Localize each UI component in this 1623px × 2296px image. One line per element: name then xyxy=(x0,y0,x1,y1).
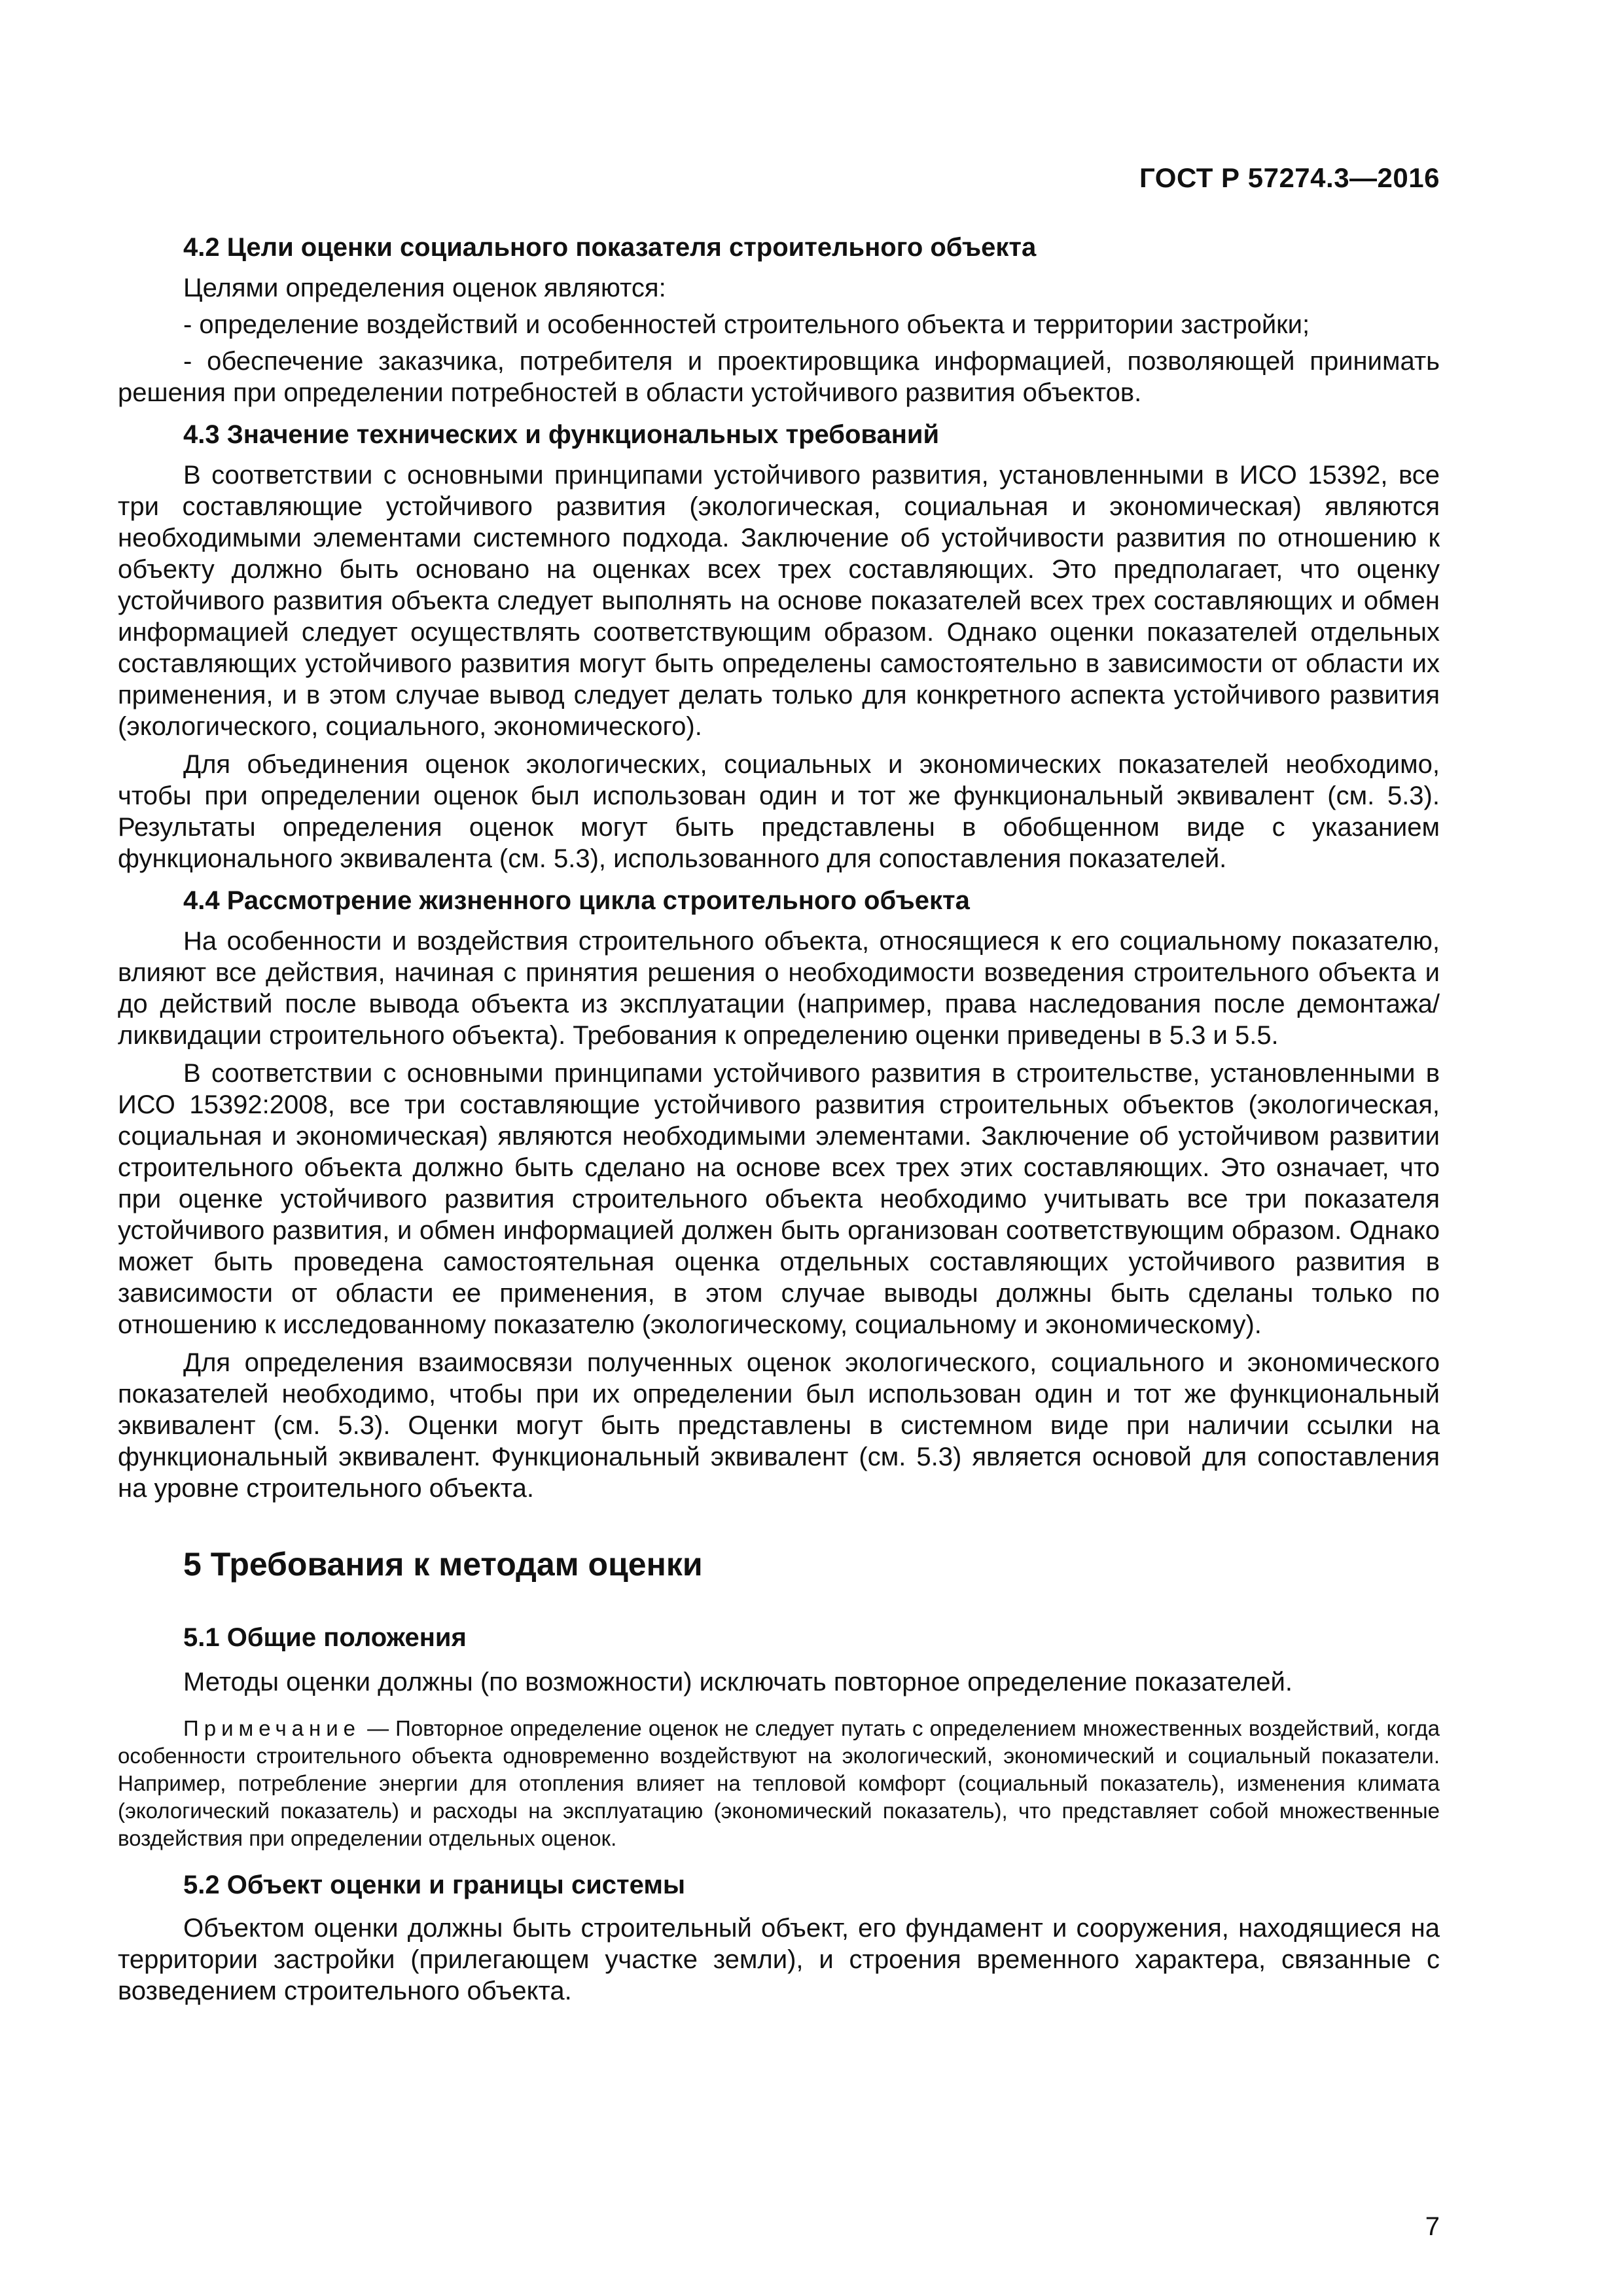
section-5-title: 5 Требования к методам оценки xyxy=(183,1546,703,1583)
section-4-3-title: 4.3 Значение технических и функциональных требований xyxy=(183,420,940,449)
section-4-2-title: 4.2 Цели оценки социального показателя строительного объекта xyxy=(183,233,1037,262)
standard-designation: ГОСТ Р 57274.3—2016 xyxy=(1139,162,1440,193)
note-label: Примечание xyxy=(183,1716,361,1740)
section-5-2-paragraph-1: Объектом оценки должны быть строительный объект, его фундамент и сооружения, находящиеся на территории застройки (прилегающем участке земли), и строения временного характера, связанные с возведением строительного объекта. xyxy=(118,1914,1440,2005)
section-5-2-title: 5.2 Объект оценки и границы системы xyxy=(183,1871,686,1899)
list-item: - определение воздействий и особенностей строительного объекта и территории застройки; xyxy=(183,310,1310,339)
page-number: 7 xyxy=(1425,2212,1440,2241)
section-4-3-paragraph-1: В соответствии с основными принципами устойчивого развития, установленными в ИСО 15392, все три составляющие устойчивого развития (экологическая, социальная и экономическая) являются необходимыми элементами системного подхода. Заключение об устойчивости развития по отношению к объекту должно быть основано на оценках всех трех составляющих. Это предполагает, что оценку устойчивого развития объекта следует выполнять на основе показателей всех трех составляющих и обмен информацией следует осуществлять соответствующим образом. Однако оценки показателей отдельных составляющих устойчивого развития могут быть определены самостоятельно в зависимости от области их применения, и в этом случае вывод следует делать только для конкретного аспекта устойчивого развития (экологического, социального, экономического). xyxy=(118,461,1440,741)
section-4-4-paragraph-1: На особенности и воздействия строительного объекта, относящиеся к его социальному показателю, влияют все действия, начиная с принятия решения о необходимости возведения строительного объекта и до действий после вывода объекта из эксплуатации (например, права наследования после демонтажа/ликвидации строительного объекта). Требования к определению оценки приведены в 5.3 и 5.5. xyxy=(118,927,1440,1050)
section-5-1-paragraph-1: Методы оценки должны (по возможности) исключать повторное определение показателей. xyxy=(183,1668,1293,1696)
document-page xyxy=(118,0,1440,2296)
section-4-2-intro: Целями определения оценок являются: xyxy=(183,274,666,302)
list-item: - обеспечение заказчика, потребителя и проектировщика информацией, позволяющей принимать решения при определении потребностей в области устойчивого развития объектов. xyxy=(118,347,1440,407)
section-4-4-paragraph-3: Для определения взаимосвязи полученных оценок экологического, социального и экономического показателей необходимо, чтобы при их определении был использован один и тот же функциональный эквивалент (см. 5.3). Оценки могут быть представлены в системном виде при наличии ссылки на функциональный эквивалент. Функциональный эквивалент (см. 5.3) является основой для сопоставления на уровне строительного объекта. xyxy=(118,1348,1440,1503)
section-4-3-paragraph-2: Для объединения оценок экологических, социальных и экономических показателей необходимо, чтобы при определении оценок был использован один и тот же функциональный эквивалент (см. 5.3). Результаты определения оценок могут быть представлены в обобщенном виде с указанием функционального эквивалента (см. 5.3), использованного для сопоставления показателей. xyxy=(118,750,1440,873)
section-5-1-title: 5.1 Общие положения xyxy=(183,1623,467,1652)
page-content xyxy=(118,229,1440,2007)
section-4-4-paragraph-2: В соответствии с основными принципами устойчивого развития в строительстве, установленными в ИСО 15392:2008, все три составляющие устойчивого развития строительных объектов (экологическая, социальная и экономическая) являются необходимыми элементами. Заключение об устойчивом развитии строительного объекта должно быть сделано на основе всех трех этих составляющих. Это означает, что при оценке устойчивого развития строительного объекта необходимо учитывать все три показателя устойчивого развития, и обмен информацией должен быть организован соответствующим образом. Однако может быть проведена самостоятельная оценка отдельных составляющих устойчивого развития в зависимости от области ее применения, в этом случае выводы должны быть сделаны только по отношению к исследованному показателю (экологическому, социальному и экономическому). xyxy=(118,1059,1440,1339)
note-text: — Повторное определение оценок не следует путать с определением множественных воздействий, когда особенности строительного объекта одновременно воздействуют на экологический, экономический и социальный показатели. Например, потребление энергии для отопления влияет на тепловой комфорт (социальный показатель), изменения климата (экологический показатель) и расходы на эксплуатацию (экономический показатель), что представляет собой множественные воздействия при определении отдельных оценок. xyxy=(118,1716,1440,1850)
section-4-4-title: 4.4 Рассмотрение жизненного цикла строительного объекта xyxy=(183,886,970,915)
note xyxy=(118,1715,1440,1852)
